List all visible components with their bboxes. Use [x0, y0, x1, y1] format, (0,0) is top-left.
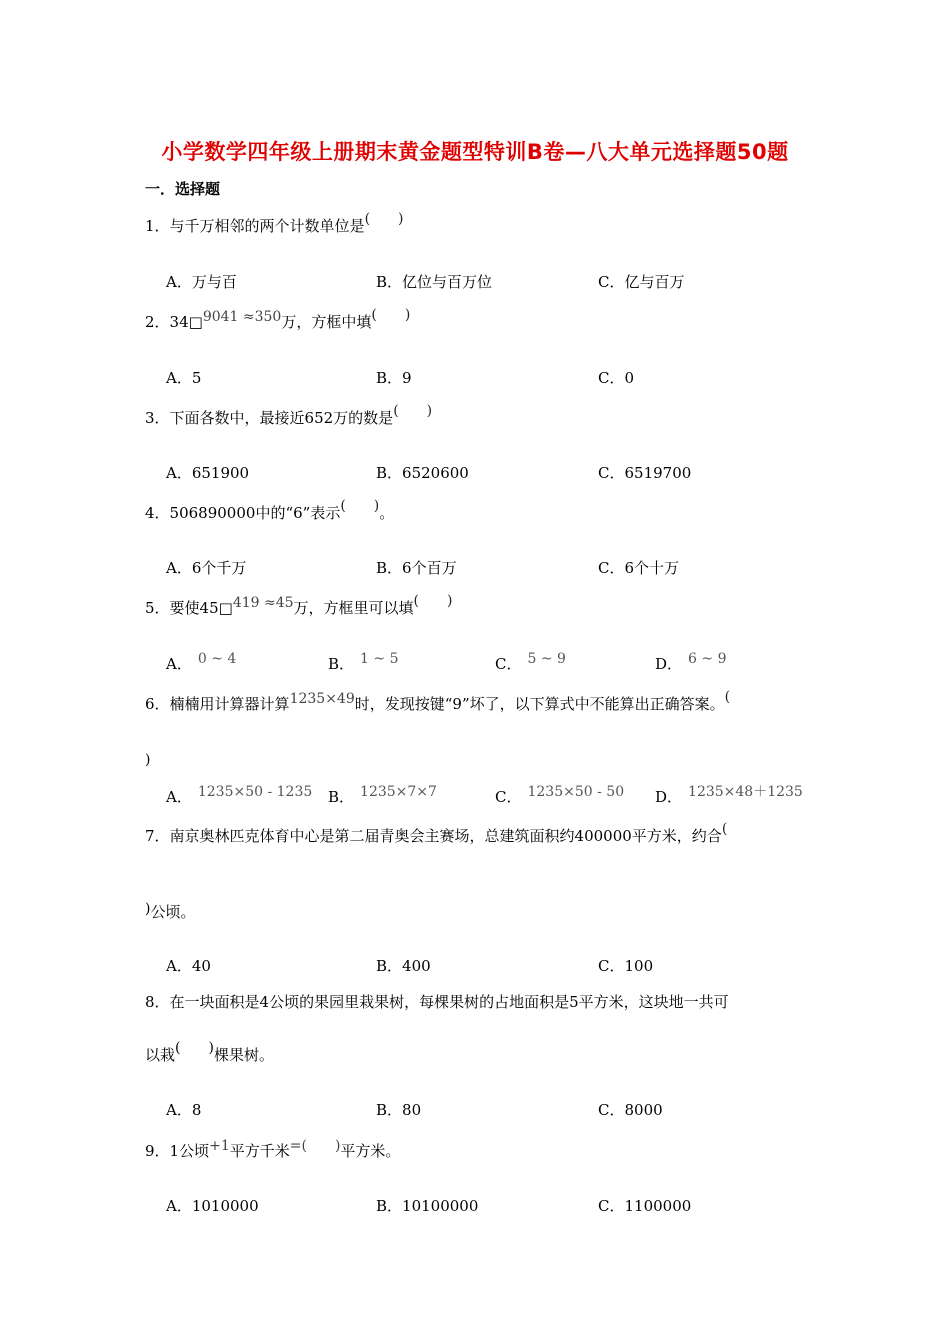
question-6 [145, 689, 731, 715]
option-label: A． [166, 655, 192, 673]
question-text: 下面各数中，最接近652万的数是 [169, 409, 394, 427]
question-number: 2． [145, 313, 170, 331]
question-text: 在一块面积是4公顷的果园里栽果树，每棵果树的占地面积是5平方米，这块地一共可 [169, 993, 729, 1011]
question-text-pre: 楠楠用计算器计算 [169, 695, 290, 713]
answer-blank: ( ) [413, 593, 453, 609]
question-7-continued [145, 902, 195, 923]
question-text-post: 万，方框里可以填 [293, 599, 414, 617]
math-expression: 419 ≈45 [232, 595, 294, 611]
option-math: 5 ~ 9 [527, 651, 566, 667]
question-number: 6． [145, 695, 170, 713]
option-b: B．10100000 [376, 1197, 479, 1215]
question-4 [145, 498, 395, 524]
option-c: C．100 [598, 957, 654, 975]
option-c: C．1100000 [598, 1197, 692, 1215]
math-expression: 1235×49 [289, 691, 355, 707]
option-math: 1235×7×7 [360, 784, 437, 800]
option-b [328, 651, 399, 675]
document-title: 小学数学四年级上册期末黄金题型特训B卷—八大单元选择题50题 [161, 140, 789, 164]
answer-blank-close: ) [145, 752, 151, 768]
option-a [166, 784, 313, 808]
question-text: 南京奥林匹克体育中心是第二届青奥会主赛场，总建筑面积约400000平方米，约合 [169, 827, 722, 845]
question-text-post: 平方千米 [229, 1142, 290, 1160]
question-9 [145, 1138, 401, 1162]
question-number: 7． [145, 827, 170, 845]
option-math: 0 ~ 4 [197, 651, 237, 667]
option-d [655, 784, 803, 808]
option-label: B． [328, 788, 355, 806]
question-text-post: 公顷。 [150, 903, 196, 921]
option-math: 1235×48＋1235 [688, 784, 803, 800]
question-text-post: 时，发现按键“9”坏了，以下算式中不能算出正确答案。 [354, 695, 725, 713]
option-label: D． [655, 655, 683, 673]
math-expression: 9041 ≈350 [202, 309, 282, 325]
question-2 [145, 307, 411, 333]
option-label: A． [166, 788, 192, 806]
option-math: 6 ~ 9 [688, 651, 727, 667]
question-text-pre: 1公顷 [169, 1142, 210, 1160]
option-b: B．9 [376, 369, 412, 387]
option-d [655, 651, 727, 675]
option-c [495, 651, 566, 675]
option-c: C．6519700 [598, 464, 692, 482]
option-a: A．8 [166, 1101, 202, 1119]
option-c: C．亿与百万 [598, 273, 685, 291]
question-text: 与千万相邻的两个计数单位是 [169, 217, 365, 235]
question-number: 8． [145, 993, 170, 1011]
option-c: C．8000 [598, 1101, 663, 1119]
question-text-pre: 34□ [169, 313, 203, 331]
question-1 [145, 211, 404, 237]
option-math: 1235×50 - 1235 [197, 784, 313, 800]
question-text-post: 棵果树。 [213, 1046, 274, 1064]
option-c [495, 784, 625, 808]
option-a: A．1010000 [166, 1197, 259, 1215]
option-a: A．万与百 [166, 273, 237, 291]
option-label: C． [495, 788, 522, 806]
question-text-post: 。 [379, 504, 395, 522]
question-3 [145, 403, 433, 429]
option-c: C．0 [598, 369, 635, 387]
question-8-continued [145, 1040, 274, 1066]
question-number: 5． [145, 599, 170, 617]
question-text-pre: 要使45□ [169, 599, 233, 617]
option-b: B．6个百万 [376, 559, 457, 577]
answer-blank: ( ) [175, 1040, 214, 1056]
answer-blank-open: ( [721, 821, 728, 837]
question-number: 1． [145, 217, 170, 235]
option-b: B．亿位与百万位 [376, 273, 493, 291]
question-text-pre: 以栽 [145, 1046, 176, 1064]
option-a [166, 651, 237, 675]
question-text: 506890000中的“6”表示 [169, 504, 341, 522]
option-label: B． [328, 655, 355, 673]
option-label: C． [495, 655, 522, 673]
question-8 [145, 992, 729, 1012]
option-math: 1 ~ 5 [360, 651, 399, 667]
option-a: A．6个千万 [166, 559, 247, 577]
option-a: A．40 [166, 957, 211, 975]
option-b: B．6520600 [376, 464, 469, 482]
math-expression: +1 [209, 1138, 230, 1154]
section-heading: 一．选择题 [145, 180, 221, 198]
question-number: 3． [145, 409, 170, 427]
option-b: B．400 [376, 957, 431, 975]
answer-blank-open: ( [724, 689, 731, 705]
answer-blank: ( ) [393, 403, 433, 419]
answer-blank: ( ) [371, 307, 411, 323]
option-b: B．80 [376, 1101, 422, 1119]
answer-blank: ( ) [340, 498, 380, 514]
question-5 [145, 593, 453, 619]
answer-blank: =( ) [289, 1138, 341, 1154]
option-c: C．6个十万 [598, 559, 680, 577]
question-number: 4． [145, 504, 170, 522]
question-text-post: 万，方框中填 [281, 313, 372, 331]
answer-blank: ( ) [364, 211, 404, 227]
question-text-end: 平方米。 [340, 1142, 401, 1160]
option-a: A．5 [166, 369, 202, 387]
option-b [328, 784, 437, 808]
option-label: D． [655, 788, 683, 806]
question-number: 9． [145, 1142, 170, 1160]
option-a: A．651900 [166, 464, 250, 482]
question-7 [145, 821, 728, 847]
answer-blank-close: ) [145, 901, 151, 917]
option-math: 1235×50 - 50 [527, 784, 625, 800]
